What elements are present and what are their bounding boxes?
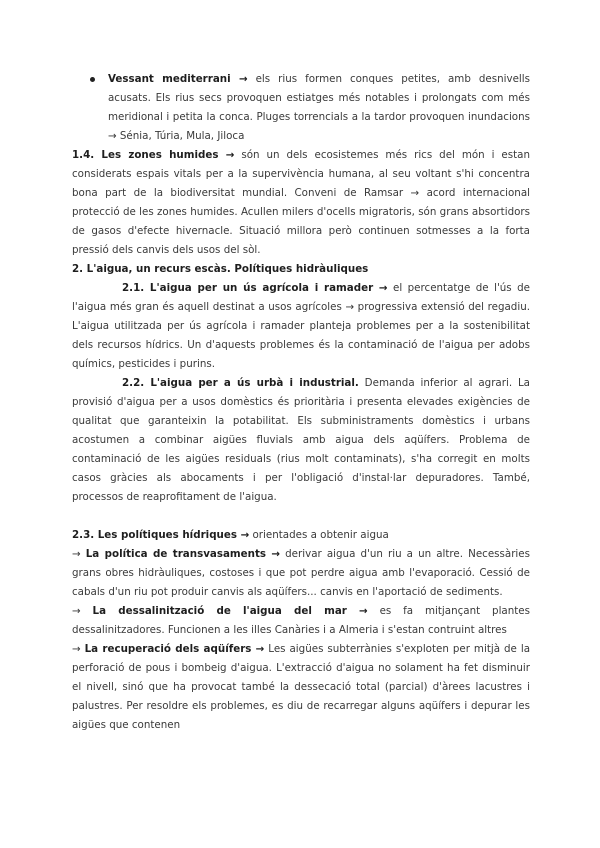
section-2-1-paragraph [72,279,530,374]
policy-aquifers-term: La recuperació dels aqüífers → [84,643,265,655]
policy-aquifers-paragraph [72,640,530,735]
section-2-2-paragraph [72,374,530,507]
bullet-dot-icon [90,77,95,82]
policy-aquifers-arrow: → [72,643,85,655]
section-2-3-paragraph [72,526,530,545]
policy-transfers-term: La política de transvasaments → [85,548,281,560]
policy-transfers-paragraph [72,545,530,602]
section-1-4-paragraph [72,146,530,260]
section-2-3-term: 2.3. Les polítiques hídriques → [72,529,250,541]
section-2-2-term: 2.2. L'aigua per a ús urbà i industrial. [122,377,359,389]
section-2-1-term: 2.1. L'aigua per un ús agrícola i ramader → [122,282,388,294]
policy-desalination-term: La dessalinització de l'aigua del mar → [92,605,368,617]
policy-transfers-text: derivar aigua d'un riu a un altre. Necessàries grans obres hidràuliques, costoses i que pot perdre aigua amb l'evaporació. Cessió de cabals d'un riu pot produir canvis als aqüífers... canvis en l'aportació de sediments. [72,548,530,598]
bullet-item-mediterranean [72,70,530,146]
section-2-3-text: orientades a obtenir aigua [249,529,389,541]
section-1-4-term: 1.4. Les zones humides → [72,149,235,161]
policy-transfers-arrow: → [72,548,86,560]
policy-desalination-arrow: → [72,605,93,617]
section-2-heading: 2. L'aigua, un recurs escàs. Polítiques hidràuliques [72,263,369,275]
bullet-term: Vessant mediterrani → [108,73,248,85]
paragraph-gap [72,507,530,526]
section-2-1-text: el percentatge de l'ús de l'aigua més gran és aquell destinat a usos agrícoles → progressiva extensió del regadiu. L'aigua utilitzada per ús agrícola i ramader planteja problemes per a la sostenibilitat dels recursos hídrics. Un d'aquests problemes és la contaminació de l'aigua per adobs químics, pesticides i purins. [72,282,530,370]
section-2-2-text: Demanda inferior al agrari. La provisió d'aigua per a usos domèstics és prioritària i presenta elevades exigències de qualitat que garanteixin la potabilitat. Els subministraments domèstics i urbans acostumen a combinar aigües fluvials amb aigua dels aqüífers. Problema de contaminació de les aigües residuals (rius molt contaminats), s'ha corregit en molts casos gràcies als abocaments i per l'obligació d'instal·lar depuradores. També, processos de reaprofitament de l'aigua. [72,377,530,503]
section-1-4-text: són un dels ecosistemes més rics del món i estan considerats espais vitals per a la supervivència humana, al seu voltant s'hi concentra bona part de la biodiversitat mundial. Conveni de Ramsar → acord internacional protecció de les zones humides. Acullen milers d'ocells migratoris, són grans absortidors de gasos d'efecte hivernacle. Situació millora però continuen sotmesses a la forta pressió dels canvis dels usos del sòl. [72,149,530,256]
policy-aquifers-text: Les aigües subterrànies s'exploten per mitjà de la perforació de pous i bombeig d'aigua. L'extracció d'aigua no solament ha fet disminuir el nivell, sinó que ha provocat també la dessecació total (parcial) d'àrees lacustres i palustres. Per resoldre els problemes, es diu de recarregar alguns aqüífers i depurar les aigües que contenen [72,643,530,731]
policy-desalination-text: es fa mitjançant plantes dessalinitzadores. Funcionen a les illes Canàries i a Almeria i s'estan contruint altres [72,605,531,636]
bullet-text: els rius formen conques petites, amb desnivells acusats. Els rius secs provoquen estiatges més notables i prolongats com més meridional i petita la conca. Pluges torrencials a la tardor provoquen inundacions → Sénia, Túria, Mula, Jiloca [108,73,530,142]
bullet-paragraph [108,70,530,146]
policy-desalination-paragraph [72,602,530,640]
